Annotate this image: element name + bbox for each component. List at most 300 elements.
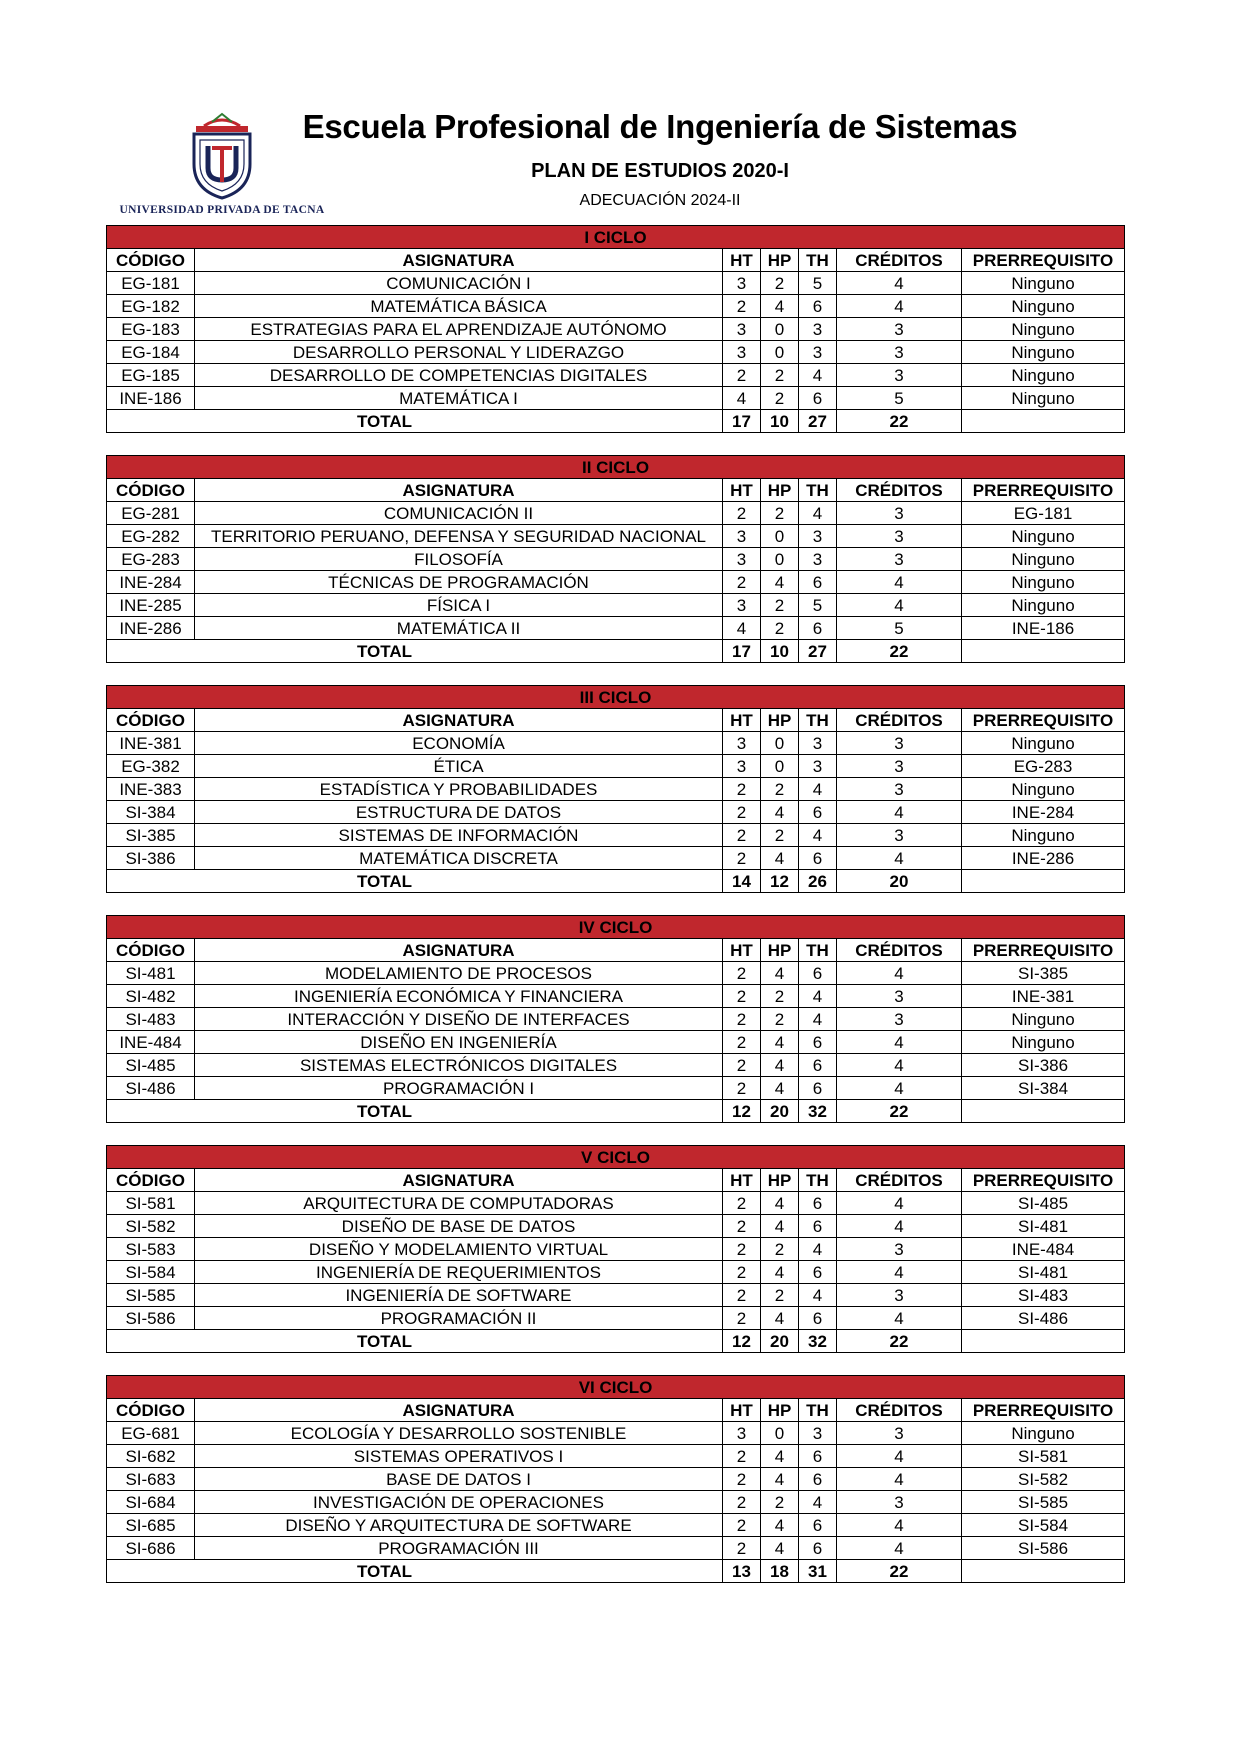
course-th: 4 <box>799 778 837 801</box>
course-asignatura: DISEÑO DE BASE DE DATOS <box>195 1215 723 1238</box>
course-row <box>107 778 1125 801</box>
course-ht: 2 <box>723 1514 761 1537</box>
course-asignatura: MODELAMIENTO DE PROCESOS <box>195 962 723 985</box>
course-row <box>107 1261 1125 1284</box>
total-empty-cell <box>962 1100 1125 1123</box>
course-hp: 2 <box>761 824 799 847</box>
column-header-prerrequisito: PRERREQUISITO <box>962 249 1125 272</box>
column-header-asignatura: ASIGNATURA <box>195 249 723 272</box>
course-prerrequisito: Ninguno <box>962 1008 1125 1031</box>
column-header-prerrequisito: PRERREQUISITO <box>962 1169 1125 1192</box>
course-ht: 2 <box>723 502 761 525</box>
course-codigo: EG-183 <box>107 318 195 341</box>
course-th: 6 <box>799 801 837 824</box>
total-cr: 22 <box>837 1330 962 1353</box>
course-codigo: EG-382 <box>107 755 195 778</box>
total-th: 26 <box>799 870 837 893</box>
course-asignatura: ESTRUCTURA DE DATOS <box>195 801 723 824</box>
course-codigo: EG-282 <box>107 525 195 548</box>
course-creditos: 3 <box>837 548 962 571</box>
course-ht: 2 <box>723 1307 761 1330</box>
ciclo-title: II CICLO <box>107 456 1125 479</box>
course-hp: 4 <box>761 571 799 594</box>
total-cr: 22 <box>837 1100 962 1123</box>
total-row <box>107 1330 1125 1353</box>
course-creditos: 4 <box>837 1514 962 1537</box>
course-asignatura: FILOSOFÍA <box>195 548 723 571</box>
course-creditos: 5 <box>837 387 962 410</box>
course-th: 5 <box>799 594 837 617</box>
course-creditos: 4 <box>837 847 962 870</box>
course-row <box>107 1238 1125 1261</box>
course-th: 6 <box>799 847 837 870</box>
course-asignatura: DISEÑO EN INGENIERÍA <box>195 1031 723 1054</box>
course-codigo: INE-284 <box>107 571 195 594</box>
ciclo-table <box>106 1375 1125 1583</box>
course-prerrequisito: SI-386 <box>962 1054 1125 1077</box>
course-row <box>107 1054 1125 1077</box>
course-creditos: 4 <box>837 1031 962 1054</box>
course-row <box>107 1192 1125 1215</box>
course-asignatura: ESTADÍSTICA Y PROBABILIDADES <box>195 778 723 801</box>
course-prerrequisito: INE-284 <box>962 801 1125 824</box>
course-hp: 0 <box>761 1422 799 1445</box>
total-row <box>107 1100 1125 1123</box>
page-title: Escuela Profesional de Ingeniería de Sistemas <box>302 108 1018 145</box>
course-asignatura: TÉCNICAS DE PROGRAMACIÓN <box>195 571 723 594</box>
course-row <box>107 1284 1125 1307</box>
ciclo-table <box>106 685 1125 893</box>
column-header-asignatura: ASIGNATURA <box>195 1399 723 1422</box>
course-creditos: 3 <box>837 1491 962 1514</box>
course-row <box>107 1445 1125 1468</box>
course-ht: 2 <box>723 1445 761 1468</box>
course-row <box>107 1422 1125 1445</box>
course-hp: 2 <box>761 617 799 640</box>
column-header-codigo: CÓDIGO <box>107 249 195 272</box>
course-codigo: SI-485 <box>107 1054 195 1077</box>
course-codigo: SI-385 <box>107 824 195 847</box>
course-codigo: SI-582 <box>107 1215 195 1238</box>
course-th: 6 <box>799 617 837 640</box>
course-prerrequisito: Ninguno <box>962 594 1125 617</box>
total-hp: 20 <box>761 1330 799 1353</box>
course-th: 6 <box>799 1537 837 1560</box>
column-header-row <box>107 1399 1125 1422</box>
course-asignatura: DISEÑO Y ARQUITECTURA DE SOFTWARE <box>195 1514 723 1537</box>
course-row <box>107 1537 1125 1560</box>
course-row <box>107 1215 1125 1238</box>
course-hp: 4 <box>761 1192 799 1215</box>
course-hp: 2 <box>761 594 799 617</box>
course-prerrequisito: Ninguno <box>962 364 1125 387</box>
course-creditos: 3 <box>837 778 962 801</box>
course-ht: 3 <box>723 755 761 778</box>
course-prerrequisito: SI-384 <box>962 1077 1125 1100</box>
course-prerrequisito: Ninguno <box>962 318 1125 341</box>
course-th: 4 <box>799 364 837 387</box>
course-hp: 2 <box>761 1008 799 1031</box>
column-header-codigo: CÓDIGO <box>107 709 195 732</box>
course-row <box>107 502 1125 525</box>
course-th: 3 <box>799 755 837 778</box>
adecuacion-label: ADECUACIÓN 2024-II <box>579 192 741 209</box>
course-th: 6 <box>799 1445 837 1468</box>
course-row <box>107 548 1125 571</box>
column-header-codigo: CÓDIGO <box>107 939 195 962</box>
column-header-hp: HP <box>761 709 799 732</box>
total-empty-cell <box>962 640 1125 663</box>
course-prerrequisito: Ninguno <box>962 571 1125 594</box>
course-ht: 2 <box>723 1008 761 1031</box>
course-hp: 0 <box>761 548 799 571</box>
course-prerrequisito: Ninguno <box>962 1031 1125 1054</box>
total-empty-cell <box>962 1560 1125 1583</box>
course-prerrequisito: Ninguno <box>962 525 1125 548</box>
column-header-hp: HP <box>761 1399 799 1422</box>
total-cr: 22 <box>837 1560 962 1583</box>
course-codigo: EG-681 <box>107 1422 195 1445</box>
course-asignatura: BASE DE DATOS I <box>195 1468 723 1491</box>
course-prerrequisito: SI-486 <box>962 1307 1125 1330</box>
course-prerrequisito: SI-483 <box>962 1284 1125 1307</box>
course-asignatura: DISEÑO Y MODELAMIENTO VIRTUAL <box>195 1238 723 1261</box>
course-ht: 2 <box>723 295 761 318</box>
course-codigo: EG-281 <box>107 502 195 525</box>
course-hp: 2 <box>761 1238 799 1261</box>
course-ht: 2 <box>723 1491 761 1514</box>
course-codigo: SI-481 <box>107 962 195 985</box>
total-hp: 10 <box>761 410 799 433</box>
column-header-hp: HP <box>761 249 799 272</box>
course-creditos: 4 <box>837 594 962 617</box>
course-hp: 4 <box>761 1468 799 1491</box>
column-header-asignatura: ASIGNATURA <box>195 709 723 732</box>
course-row <box>107 1031 1125 1054</box>
course-asignatura: INGENIERÍA DE REQUERIMIENTOS <box>195 1261 723 1284</box>
column-header-codigo: CÓDIGO <box>107 1399 195 1422</box>
course-codigo: EG-181 <box>107 272 195 295</box>
course-creditos: 4 <box>837 1261 962 1284</box>
ciclo-table <box>106 915 1125 1123</box>
course-th: 6 <box>799 1031 837 1054</box>
course-creditos: 4 <box>837 295 962 318</box>
total-ht: 14 <box>723 870 761 893</box>
course-row <box>107 387 1125 410</box>
course-prerrequisito: INE-186 <box>962 617 1125 640</box>
course-hp: 0 <box>761 525 799 548</box>
course-th: 6 <box>799 571 837 594</box>
course-creditos: 3 <box>837 755 962 778</box>
ciclo-band <box>107 456 1125 479</box>
total-th: 32 <box>799 1330 837 1353</box>
column-header-row <box>107 709 1125 732</box>
course-prerrequisito: Ninguno <box>962 824 1125 847</box>
course-hp: 2 <box>761 364 799 387</box>
total-empty-cell <box>962 1330 1125 1353</box>
course-ht: 3 <box>723 732 761 755</box>
course-row <box>107 732 1125 755</box>
course-prerrequisito: SI-481 <box>962 1215 1125 1238</box>
course-codigo: INE-381 <box>107 732 195 755</box>
course-hp: 2 <box>761 272 799 295</box>
ciclo-table <box>106 455 1125 663</box>
course-asignatura: FÍSICA I <box>195 594 723 617</box>
course-asignatura: MATEMÁTICA II <box>195 617 723 640</box>
ciclo-band <box>107 226 1125 249</box>
course-row <box>107 571 1125 594</box>
total-ht: 12 <box>723 1330 761 1353</box>
course-th: 3 <box>799 318 837 341</box>
course-creditos: 4 <box>837 1445 962 1468</box>
course-codigo: INE-383 <box>107 778 195 801</box>
column-header-creditos: CRÉDITOS <box>837 709 962 732</box>
course-hp: 2 <box>761 778 799 801</box>
course-ht: 2 <box>723 1261 761 1284</box>
course-asignatura: ECOLOGÍA Y DESARROLLO SOSTENIBLE <box>195 1422 723 1445</box>
ciclo-band <box>107 1376 1125 1399</box>
course-creditos: 3 <box>837 341 962 364</box>
course-th: 6 <box>799 1261 837 1284</box>
column-header-ht: HT <box>723 939 761 962</box>
course-row <box>107 824 1125 847</box>
course-asignatura: INTERACCIÓN Y DISEÑO DE INTERFACES <box>195 1008 723 1031</box>
total-hp: 12 <box>761 870 799 893</box>
course-asignatura: MATEMÁTICA BÁSICA <box>195 295 723 318</box>
course-codigo: SI-686 <box>107 1537 195 1560</box>
column-header-row <box>107 939 1125 962</box>
course-row <box>107 525 1125 548</box>
column-header-th: TH <box>799 709 837 732</box>
total-label: TOTAL <box>107 1100 723 1123</box>
total-empty-cell <box>962 410 1125 433</box>
course-ht: 2 <box>723 778 761 801</box>
course-hp: 0 <box>761 341 799 364</box>
total-th: 27 <box>799 410 837 433</box>
course-creditos: 4 <box>837 1054 962 1077</box>
course-codigo: EG-185 <box>107 364 195 387</box>
course-asignatura: ECONOMÍA <box>195 732 723 755</box>
course-th: 4 <box>799 985 837 1008</box>
column-header-prerrequisito: PRERREQUISITO <box>962 479 1125 502</box>
course-prerrequisito: EG-181 <box>962 502 1125 525</box>
course-hp: 4 <box>761 1215 799 1238</box>
course-codigo: SI-384 <box>107 801 195 824</box>
course-ht: 2 <box>723 985 761 1008</box>
course-ht: 3 <box>723 272 761 295</box>
course-th: 6 <box>799 1307 837 1330</box>
course-asignatura: MATEMÁTICA I <box>195 387 723 410</box>
course-ht: 2 <box>723 962 761 985</box>
course-codigo: SI-684 <box>107 1491 195 1514</box>
column-header-prerrequisito: PRERREQUISITO <box>962 1399 1125 1422</box>
course-asignatura: SISTEMAS ELECTRÓNICOS DIGITALES <box>195 1054 723 1077</box>
course-ht: 3 <box>723 548 761 571</box>
column-header-creditos: CRÉDITOS <box>837 479 962 502</box>
course-ht: 2 <box>723 1077 761 1100</box>
course-ht: 2 <box>723 1192 761 1215</box>
course-asignatura: INGENIERÍA ECONÓMICA Y FINANCIERA <box>195 985 723 1008</box>
course-hp: 0 <box>761 318 799 341</box>
course-hp: 4 <box>761 1261 799 1284</box>
course-prerrequisito: Ninguno <box>962 548 1125 571</box>
course-hp: 4 <box>761 847 799 870</box>
course-row <box>107 364 1125 387</box>
column-header-prerrequisito: PRERREQUISITO <box>962 709 1125 732</box>
ciclo-band <box>107 1146 1125 1169</box>
course-ht: 2 <box>723 1031 761 1054</box>
total-hp: 20 <box>761 1100 799 1123</box>
course-hp: 4 <box>761 801 799 824</box>
course-hp: 4 <box>761 962 799 985</box>
course-asignatura: DESARROLLO PERSONAL Y LIDERAZGO <box>195 341 723 364</box>
course-codigo: SI-482 <box>107 985 195 1008</box>
total-row <box>107 410 1125 433</box>
ciclo-title: VI CICLO <box>107 1376 1125 1399</box>
ciclo-table <box>106 1145 1125 1353</box>
course-creditos: 4 <box>837 1537 962 1560</box>
course-row <box>107 318 1125 341</box>
course-row <box>107 341 1125 364</box>
course-creditos: 4 <box>837 962 962 985</box>
course-codigo: SI-581 <box>107 1192 195 1215</box>
course-creditos: 3 <box>837 732 962 755</box>
course-th: 4 <box>799 1491 837 1514</box>
course-hp: 4 <box>761 1077 799 1100</box>
course-row <box>107 801 1125 824</box>
course-prerrequisito: Ninguno <box>962 341 1125 364</box>
course-prerrequisito: SI-581 <box>962 1445 1125 1468</box>
course-hp: 2 <box>761 387 799 410</box>
course-hp: 2 <box>761 1491 799 1514</box>
course-codigo: INE-285 <box>107 594 195 617</box>
course-prerrequisito: INE-381 <box>962 985 1125 1008</box>
course-creditos: 4 <box>837 1468 962 1491</box>
course-prerrequisito: SI-584 <box>962 1514 1125 1537</box>
column-header-th: TH <box>799 249 837 272</box>
course-codigo: SI-483 <box>107 1008 195 1031</box>
course-hp: 4 <box>761 1031 799 1054</box>
university-name: UNIVERSIDAD PRIVADA DE TACNA <box>119 204 325 216</box>
course-creditos: 3 <box>837 1422 962 1445</box>
curriculum-tables <box>106 225 1124 1605</box>
course-th: 6 <box>799 1054 837 1077</box>
course-row <box>107 1307 1125 1330</box>
course-hp: 4 <box>761 1514 799 1537</box>
course-asignatura: ÉTICA <box>195 755 723 778</box>
course-asignatura: PROGRAMACIÓN II <box>195 1307 723 1330</box>
course-row <box>107 295 1125 318</box>
course-ht: 4 <box>723 387 761 410</box>
ciclo-title: V CICLO <box>107 1146 1125 1169</box>
course-ht: 3 <box>723 1422 761 1445</box>
course-ht: 2 <box>723 1468 761 1491</box>
course-prerrequisito: Ninguno <box>962 778 1125 801</box>
course-asignatura: COMUNICACIÓN I <box>195 272 723 295</box>
course-asignatura: ARQUITECTURA DE COMPUTADORAS <box>195 1192 723 1215</box>
total-row <box>107 1560 1125 1583</box>
course-prerrequisito: SI-485 <box>962 1192 1125 1215</box>
course-creditos: 3 <box>837 824 962 847</box>
course-th: 6 <box>799 295 837 318</box>
column-header-hp: HP <box>761 1169 799 1192</box>
course-hp: 4 <box>761 1054 799 1077</box>
course-codigo: SI-584 <box>107 1261 195 1284</box>
course-prerrequisito: Ninguno <box>962 1422 1125 1445</box>
course-th: 6 <box>799 1468 837 1491</box>
total-row <box>107 870 1125 893</box>
course-codigo: EG-182 <box>107 295 195 318</box>
course-creditos: 3 <box>837 1284 962 1307</box>
column-header-asignatura: ASIGNATURA <box>195 939 723 962</box>
column-header-hp: HP <box>761 939 799 962</box>
course-row <box>107 617 1125 640</box>
column-header-ht: HT <box>723 249 761 272</box>
course-th: 4 <box>799 824 837 847</box>
course-th: 4 <box>799 1238 837 1261</box>
course-prerrequisito: EG-283 <box>962 755 1125 778</box>
course-creditos: 3 <box>837 1238 962 1261</box>
total-th: 27 <box>799 640 837 663</box>
course-codigo: SI-682 <box>107 1445 195 1468</box>
course-ht: 2 <box>723 801 761 824</box>
course-ht: 2 <box>723 571 761 594</box>
course-prerrequisito: Ninguno <box>962 272 1125 295</box>
ciclo-title: IV CICLO <box>107 916 1125 939</box>
column-header-creditos: CRÉDITOS <box>837 1399 962 1422</box>
total-th: 32 <box>799 1100 837 1123</box>
course-th: 3 <box>799 1422 837 1445</box>
course-codigo: SI-585 <box>107 1284 195 1307</box>
ciclo-title: I CICLO <box>107 226 1125 249</box>
course-prerrequisito: SI-586 <box>962 1537 1125 1560</box>
course-ht: 2 <box>723 1054 761 1077</box>
course-ht: 3 <box>723 318 761 341</box>
total-empty-cell <box>962 870 1125 893</box>
total-label: TOTAL <box>107 410 723 433</box>
course-prerrequisito: SI-481 <box>962 1261 1125 1284</box>
total-hp: 10 <box>761 640 799 663</box>
column-header-ht: HT <box>723 479 761 502</box>
course-creditos: 4 <box>837 1077 962 1100</box>
course-th: 6 <box>799 387 837 410</box>
total-cr: 22 <box>837 410 962 433</box>
course-prerrequisito: Ninguno <box>962 732 1125 755</box>
column-header-creditos: CRÉDITOS <box>837 249 962 272</box>
course-codigo: SI-683 <box>107 1468 195 1491</box>
course-hp: 2 <box>761 502 799 525</box>
ciclo-band <box>107 916 1125 939</box>
total-label: TOTAL <box>107 1330 723 1353</box>
course-th: 6 <box>799 962 837 985</box>
course-row <box>107 272 1125 295</box>
course-codigo: SI-583 <box>107 1238 195 1261</box>
course-ht: 2 <box>723 1537 761 1560</box>
column-header-hp: HP <box>761 479 799 502</box>
course-row <box>107 962 1125 985</box>
course-ht: 2 <box>723 364 761 387</box>
column-header-creditos: CRÉDITOS <box>837 1169 962 1192</box>
course-th: 6 <box>799 1192 837 1215</box>
course-creditos: 5 <box>837 617 962 640</box>
column-header-ht: HT <box>723 1399 761 1422</box>
course-creditos: 3 <box>837 364 962 387</box>
course-row <box>107 755 1125 778</box>
total-label: TOTAL <box>107 870 723 893</box>
course-row <box>107 847 1125 870</box>
course-asignatura: ESTRATEGIAS PARA EL APRENDIZAJE AUTÓNOMO <box>195 318 723 341</box>
plan-subtitle: PLAN DE ESTUDIOS 2020-I <box>531 160 789 182</box>
